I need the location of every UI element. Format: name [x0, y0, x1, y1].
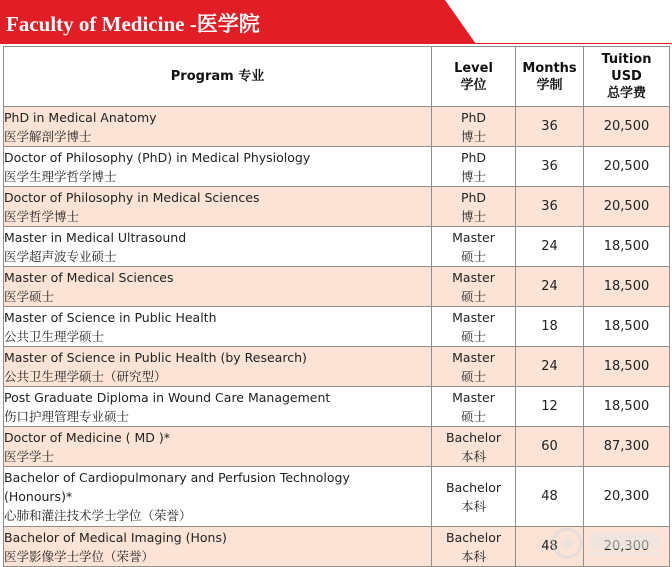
- table-row: [4, 467, 670, 527]
- level-cell: [432, 387, 516, 427]
- level-line: 硕士: [460, 288, 486, 304]
- level-line: 博士: [460, 208, 486, 224]
- level-line: Master: [452, 269, 495, 285]
- table-row: [4, 307, 670, 347]
- level-line: 硕士: [460, 328, 486, 344]
- level-line: Bachelor: [446, 479, 501, 495]
- program-name-line: 医学生理学哲学博士: [4, 168, 117, 184]
- program-name-line: 医学超声波专业硕士: [4, 248, 117, 264]
- program-name-line: Master of Science in Public Health (by Research): [4, 349, 307, 365]
- program-name-line: 公共卫生理学硕士: [4, 328, 105, 344]
- program-name-line: Master of Science in Public Health: [4, 309, 217, 325]
- program-name-line: 伤口护理管理专业硕士: [4, 408, 130, 424]
- level-line: 硕士: [460, 248, 486, 264]
- program-name-line: 医学学士: [4, 448, 55, 464]
- program-cell: [4, 227, 432, 267]
- level-cell: [432, 527, 516, 567]
- months-cell: 24: [516, 227, 584, 267]
- program-cell: [4, 467, 432, 527]
- level-cell: [432, 227, 516, 267]
- program-cell: [4, 187, 432, 227]
- level-line: 硕士: [460, 408, 486, 424]
- tuition-cell: 18,500: [584, 387, 670, 427]
- months-cell: 36: [516, 187, 584, 227]
- program-cell: [4, 387, 432, 427]
- program-name-line: Bachelor of Medical Imaging (Hons): [4, 529, 227, 545]
- level-line: PhD: [460, 109, 487, 125]
- header-program: Program 专业: [4, 47, 432, 107]
- program-cell: [4, 147, 432, 187]
- program-name-line: 医学哲学博士: [4, 208, 80, 224]
- program-cell: [4, 267, 432, 307]
- level-cell: [432, 147, 516, 187]
- months-cell: 60: [516, 427, 584, 467]
- header-months: Months 学制: [516, 47, 584, 107]
- tuition-cell: 20,500: [584, 147, 670, 187]
- table-row: [4, 427, 670, 467]
- level-line: Master: [452, 309, 495, 325]
- level-line: PhD: [460, 189, 487, 205]
- level-line: Master: [452, 389, 495, 405]
- tuition-cell: 20,500: [584, 187, 670, 227]
- program-name-line: Master in Medical Ultrasound: [4, 229, 187, 245]
- programs-table: [3, 46, 670, 567]
- level-line: 本科: [460, 498, 486, 514]
- program-cell: [4, 347, 432, 387]
- level-line: Master: [452, 349, 495, 365]
- tuition-cell: 18,500: [584, 227, 670, 267]
- program-name-line: 医学解剖学博士: [4, 128, 92, 144]
- level-cell: [432, 307, 516, 347]
- tuition-cell: 18,500: [584, 267, 670, 307]
- program-name-line: 公共卫生理学硕士（研究型）: [4, 368, 167, 384]
- faculty-banner: [0, 0, 672, 44]
- program-name-line: Master of Medical Sciences: [4, 269, 174, 285]
- months-cell: 48: [516, 527, 584, 567]
- level-cell: [432, 267, 516, 307]
- program-name-line: 医学硕士: [4, 288, 55, 304]
- months-cell: 18: [516, 307, 584, 347]
- program-name-line: Doctor of Philosophy (PhD) in Medical Physiology: [4, 149, 311, 165]
- program-cell: [4, 107, 432, 147]
- level-line: PhD: [460, 149, 487, 165]
- tuition-cell: 20,300: [584, 467, 670, 527]
- level-cell: [432, 187, 516, 227]
- level-cell: [432, 107, 516, 147]
- program-name-line: Doctor of Medicine ( MD )*: [4, 429, 171, 445]
- program-name-line: Post Graduate Diploma in Wound Care Management: [4, 389, 331, 405]
- table-row: [4, 187, 670, 227]
- level-line: Bachelor: [446, 429, 501, 445]
- program-cell: [4, 427, 432, 467]
- level-line: 本科: [460, 448, 486, 464]
- program-cell: [4, 527, 432, 567]
- header-tuition: Tuition USD 总学费: [584, 47, 670, 107]
- program-cell: [4, 307, 432, 347]
- program-name-line: 医学影像学士学位（荣誉）: [4, 548, 155, 564]
- table-row: [4, 107, 670, 147]
- program-name-line: PhD in Medical Anatomy: [4, 109, 157, 125]
- tuition-cell: 18,500: [584, 307, 670, 347]
- table-row: [4, 147, 670, 187]
- tuition-cell: 87,300: [584, 427, 670, 467]
- months-cell: 48: [516, 467, 584, 527]
- table-body: [4, 107, 670, 567]
- months-cell: 24: [516, 267, 584, 307]
- program-name-line: 心肺和灌注技术学士学位（荣誉）: [4, 508, 192, 523]
- level-cell: [432, 347, 516, 387]
- table-row: [4, 227, 670, 267]
- level-line: 博士: [460, 168, 486, 184]
- level-line: 博士: [460, 128, 486, 144]
- level-cell: [432, 427, 516, 467]
- level-line: Bachelor: [446, 529, 501, 545]
- level-line: 硕士: [460, 368, 486, 384]
- program-name-line: Doctor of Philosophy in Medical Sciences: [4, 189, 260, 205]
- level-line: Master: [452, 229, 495, 245]
- table-row: [4, 387, 670, 427]
- watermark-logo-icon: [549, 523, 664, 563]
- table-row: [4, 267, 670, 307]
- months-cell: 36: [516, 107, 584, 147]
- faculty-title: Faculty of Medicine -医学院: [6, 12, 260, 36]
- level-cell: [432, 467, 516, 527]
- tuition-cell: 18,500: [584, 347, 670, 387]
- table-header-row: [4, 47, 670, 107]
- months-cell: 12: [516, 387, 584, 427]
- level-line: 本科: [460, 548, 486, 564]
- program-name-line: (Honours)*: [4, 489, 73, 504]
- header-level: Level 学位: [432, 47, 516, 107]
- table-row: [4, 347, 670, 387]
- tuition-cell: 20,500: [584, 107, 670, 147]
- months-cell: 36: [516, 147, 584, 187]
- months-cell: 24: [516, 347, 584, 387]
- program-name-line: Bachelor of Cardiopulmonary and Perfusion Technology: [4, 470, 350, 485]
